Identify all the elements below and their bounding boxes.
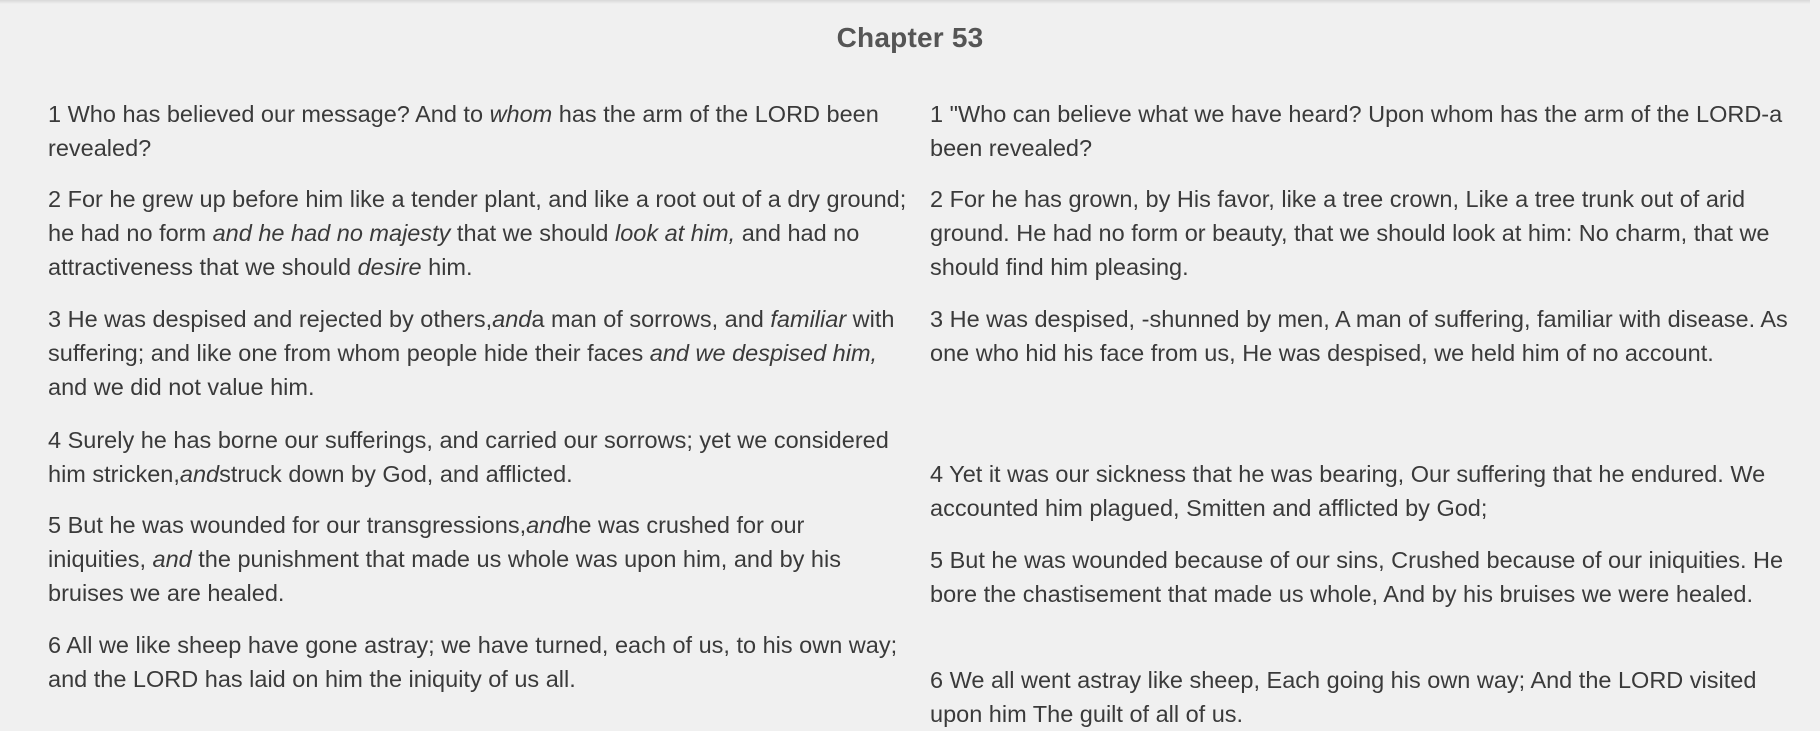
left-verse-6 [48,628,908,696]
verse-text: 5 But he was wounded for our transgressions, [48,512,527,538]
verse-text: 4 Surely he has borne our sufferings, and carried our sorrows; yet we considered him stricken, [48,427,889,487]
chapter-title: Chapter 53 [836,22,984,53]
right-verse-2 [930,182,1790,284]
verse-italic-text: familiar [770,306,847,332]
verse-text: has the arm of the LORD been revealed? [48,101,879,161]
verse-text: 5 But he was wounded because of our sins, Crushed because of our iniquities. He bore the chastisement that made us whole, And by his bruises we were healed. [930,547,1784,607]
verse-text: 1 "Who can believe what we have heard? Upon whom has the arm of the LORD-a been revealed? [930,101,1783,161]
verse-text: 2 For he grew up before him like a tender plant, and like a root out of a dry ground; he had no form [48,186,907,246]
verse-text: and we did not value him. [48,374,315,400]
verse-italic-text: desire [357,254,422,280]
verse-italic-text: and he had no majesty [212,220,451,246]
verse-italic-text: and we despised him, [649,340,878,366]
verse-text: him. [421,254,473,280]
verse-text: and had no attractiveness that we should [48,220,860,280]
left-verse-1 [48,97,908,165]
left-verse-4 [48,423,908,491]
verse-text: 1 Who has believed our message? And to [48,101,490,127]
verse-italic-text: and [526,512,566,538]
left-verse-5 [48,508,908,610]
verse-text: 2 For he has grown, by His favor, like a tree crown, Like a tree trunk out of arid ground. He had no form or beauty, that we should look at him: No charm, that we should find him pleasing. [930,186,1770,280]
verse-text: 3 He was despised, -shunned by men, A man of suffering, familiar with disease. As one who hid his face from us, He was despised, we held him of no account. [930,306,1788,366]
verse-italic-text: and [179,461,220,487]
right-verse-5 [930,543,1790,611]
verse-text: 6 We all went astray like sheep, Each going his own way; And the LORD visited upon him The guilt of all of us. [930,667,1757,727]
right-verse-4 [930,457,1790,525]
right-verse-6 [930,663,1790,731]
verse-text: a man of sorrows, and [531,306,771,332]
left-verse-3 [48,302,908,404]
verse-text: with suffering; and like one from whom people hide their faces [48,306,895,366]
right-verse-1 [930,97,1790,165]
verse-text: struck down by God, and afflicted. [219,461,573,487]
verse-italic-text: and [152,546,192,572]
verse-italic-text: look at him, [615,220,736,246]
right-verse-3 [930,302,1790,370]
verse-italic-text: and [492,306,532,332]
verse-text: 3 He was despised and rejected by others, [48,306,493,332]
top-shadow [0,0,1810,4]
left-verse-2 [48,182,908,284]
verse-text: 4 Yet it was our sickness that he was bearing, Our suffering that he endured. We accounted him plagued, Smitten and afflicted by God; [930,461,1766,521]
verse-italic-text: whom [489,101,553,127]
verse-text: 6 All we like sheep have gone astray; we have turned, each of us, to his own way; and the LORD has laid on him the iniquity of us all. [48,632,898,692]
verse-text: that we should [450,220,615,246]
verse-text: he was crushed for our iniquities, [48,512,805,572]
verse-text: the punishment that made us whole was upon him, and by his bruises we are healed. [48,546,841,606]
